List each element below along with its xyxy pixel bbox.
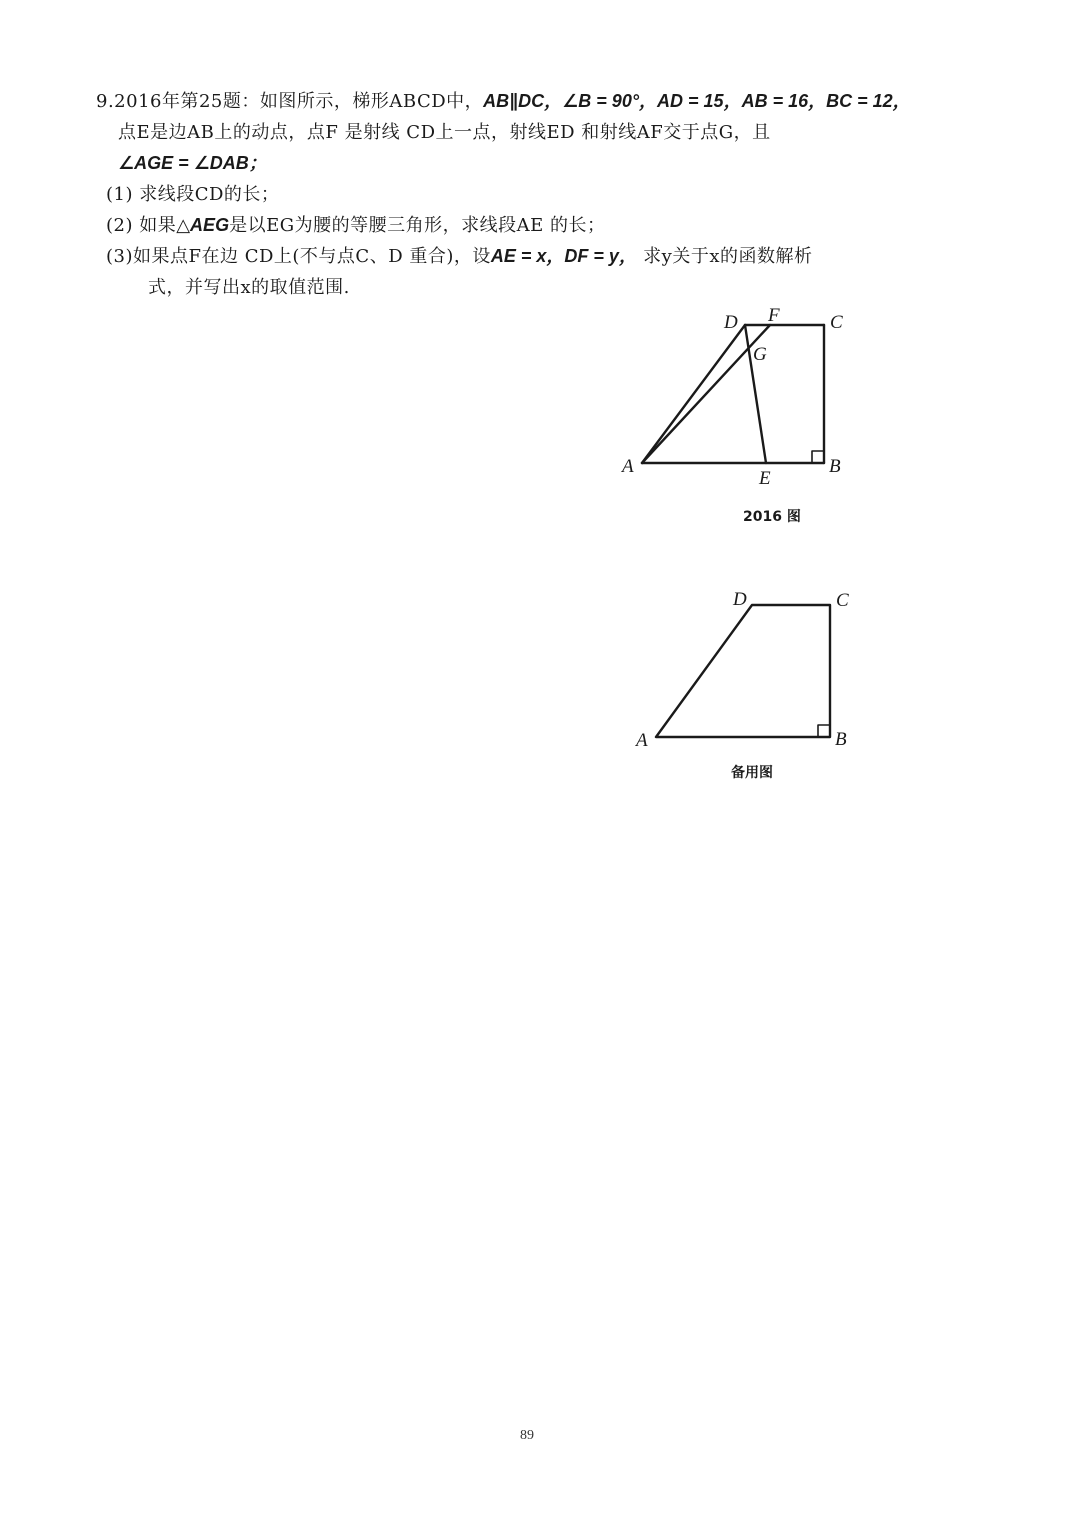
label-c: C [830, 312, 843, 333]
problem-line-2: 点E是边AB上的动点，点F 是射线 CD上一点，射线ED 和射线AF交于点G，且 [118, 122, 771, 143]
question-2-suffix: 是以EG为腰的等腰三角形，求线段AE 的长； [229, 215, 606, 236]
segment-ad [642, 325, 745, 463]
label2-d: D [733, 589, 747, 610]
question-3-ae: AE = x， [490, 246, 565, 266]
label-e: E [759, 468, 771, 489]
problem-intro: 9.2016年第25题：如图所示，梯形ABCD中， [96, 91, 484, 112]
page-number: 89 [520, 1428, 534, 1443]
label-b: B [829, 456, 841, 477]
right-angle-mark-b [812, 451, 824, 463]
question-3-suffix: 求y关于x的函数解析 [636, 246, 813, 267]
label-a: A [622, 456, 634, 477]
condition-bc: BC = 12， [826, 91, 911, 111]
figure-2016-caption: 2016 图 [743, 509, 801, 525]
question-2-prefix: (2) 如果 [106, 215, 177, 236]
ray-af [642, 325, 770, 463]
label2-a: A [636, 730, 648, 751]
trapezoid-abcd [656, 605, 830, 737]
label-d: D [724, 312, 738, 333]
label-f: F [768, 305, 780, 326]
figure-spare-caption: 备用图 [731, 765, 773, 781]
question-3-prefix: (3)如果点F在边 CD上(不与点C、D 重合)，设 [106, 246, 491, 267]
condition-ab: AB = 16， [741, 91, 827, 111]
question-1: (1) 求线段CD的长； [106, 184, 280, 205]
label2-b: B [835, 729, 847, 750]
label-g: G [753, 344, 767, 365]
label2-c: C [836, 590, 849, 611]
question-2-triangle: △AEG [176, 215, 230, 235]
question-3-continuation: 式，并写出x的取值范围. [148, 277, 350, 298]
condition-parallel: AB∥DC， [483, 91, 563, 111]
question-3-df: DF = y， [564, 246, 637, 266]
condition-angle-equal: ∠AGE = ∠DAB； [118, 153, 267, 173]
condition-angle-b: ∠B = 90°， [562, 91, 658, 111]
condition-ad: AD = 15， [657, 91, 742, 111]
right-angle-mark-b2 [818, 725, 830, 737]
